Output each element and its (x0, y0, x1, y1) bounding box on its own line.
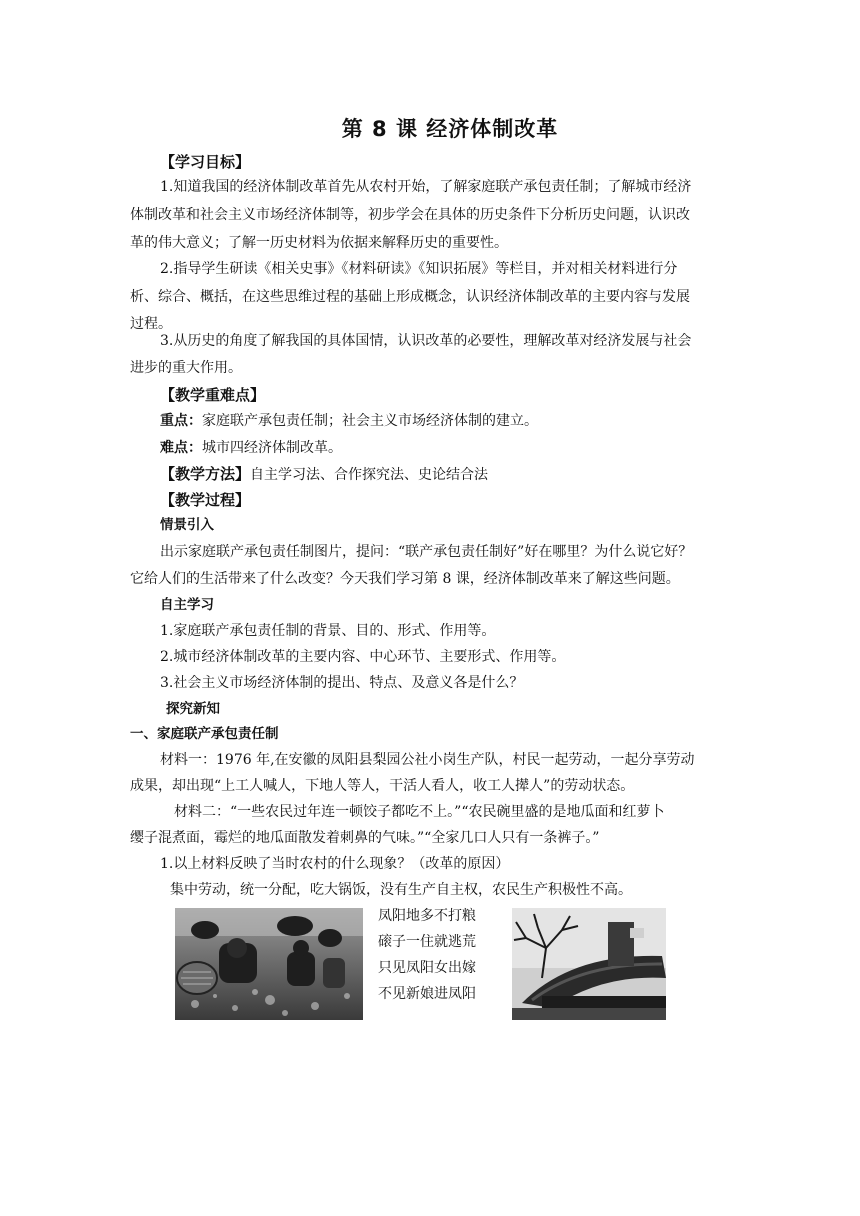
explore-heading: 探究新知 (166, 701, 220, 717)
objective-2-line-3: 过程。 (130, 316, 172, 332)
poem-line-4: 不见新娘进凤阳 (378, 986, 476, 1002)
section1-heading: 一、家庭联产承包责任制 (130, 726, 279, 742)
process-heading: 【教学过程】 (160, 491, 251, 509)
methods-heading: 【教学方法】 (160, 465, 251, 483)
objective-3-line-2: 进步的重大作用。 (130, 360, 242, 376)
poem-line-1: 凤阳地多不打粮 (378, 908, 476, 924)
focus-label: 重点： (160, 413, 202, 429)
question-1: 1.以上材料反映了当时农村的什么现象？（改革的原因） (160, 856, 510, 872)
methods-text: 自主学习法、合作探究法、史论结合法 (250, 467, 489, 483)
material1-line-1: 材料一：1976 年,在安徽的凤阳县梨园公社小岗生产队，村民一起劳动，一起分享劳动 (160, 752, 695, 768)
intro-line-2: 它给人们的生活带来了什么改变？今天我们学习第 8 课，经济体制改革来了解这些问题。 (130, 571, 680, 587)
methods-line (160, 460, 730, 489)
lesson-title: 第 8 课 经济体制改革 (341, 117, 559, 141)
key-points-heading: 【教学重难点】 (160, 386, 266, 404)
focus-text: 家庭联产承包责任制；社会主义市场经济体制的建立。 (202, 413, 538, 429)
material2-line-1: 材料二：“一些农民过年连一顿饺子都吃不上。”“农民碗里盛的是地瓜面和红萝卜 (174, 804, 665, 820)
self-study-item-1: 1.家庭联产承包责任制的背景、目的、形式、作用等。 (160, 623, 496, 639)
objective-2-line-2: 析、综合、概括，在这些思维过程的基础上形成概念，认识经济体制改革的主要内容与发展 (130, 289, 690, 305)
objective-2-line-1: 2.指导学生研读《相关史事》《材料研读》《知识拓展》等栏目，并对相关材料进行分 (160, 261, 678, 277)
fengyang-folk-song (378, 903, 476, 1007)
objective-1-line-2: 体制改革和社会主义市场经济体制等，初步学会在具体的历史条件下分析历史问题，认识改 (130, 207, 690, 223)
self-study-item-2: 2.城市经济体制改革的主要内容、中心环节、主要形式、作用等。 (160, 649, 566, 665)
difficulty-text: 城市四经济体制改革。 (202, 440, 342, 456)
difficulty-line (160, 434, 730, 462)
focus-line (160, 407, 730, 435)
objective-1-line-1: 1.知道我国的经济体制改革首先从农村开始，了解家庭联产承包责任制；了解城市经济 (160, 179, 692, 195)
material1-line-2: 成果，却出现“上工人喊人，下地人等人，干活人看人，收工人撵人”的劳动状态。 (130, 778, 635, 794)
farmers-photo (175, 908, 363, 1020)
objectives-heading: 【学习目标】 (160, 153, 251, 171)
intro-heading: 情景引入 (160, 517, 214, 533)
thatched-hut-photo (512, 908, 666, 1020)
poem-line-3: 只见凤阳女出嫁 (378, 960, 476, 976)
self-study-heading: 自主学习 (160, 597, 214, 613)
answer-1: 集中劳动，统一分配，吃大锅饭，没有生产自主权，农民生产积极性不高。 (170, 882, 632, 898)
objective-1-line-3: 革的伟大意义；了解一历史材料为依据来解释历史的重要性。 (130, 235, 508, 251)
objective-3-line-1: 3.从历史的角度了解我国的具体国情，认识改革的必要性，理解改革对经济发展与社会 (160, 333, 692, 349)
poem-line-2: 磙子一住就逃荒 (378, 934, 476, 950)
material2-line-2: 缨子混煮面，霉烂的地瓜面散发着刺鼻的气味。”“全家几口人只有一条裤子。” (130, 830, 600, 846)
intro-line-1: 出示家庭联产承包责任制图片，提问：“联产承包责任制好”好在哪里？为什么说它好？ (160, 544, 693, 560)
difficulty-label: 难点： (160, 440, 202, 456)
self-study-item-3: 3.社会主义市场经济体制的提出、特点、及意义各是什么？ (160, 675, 524, 691)
